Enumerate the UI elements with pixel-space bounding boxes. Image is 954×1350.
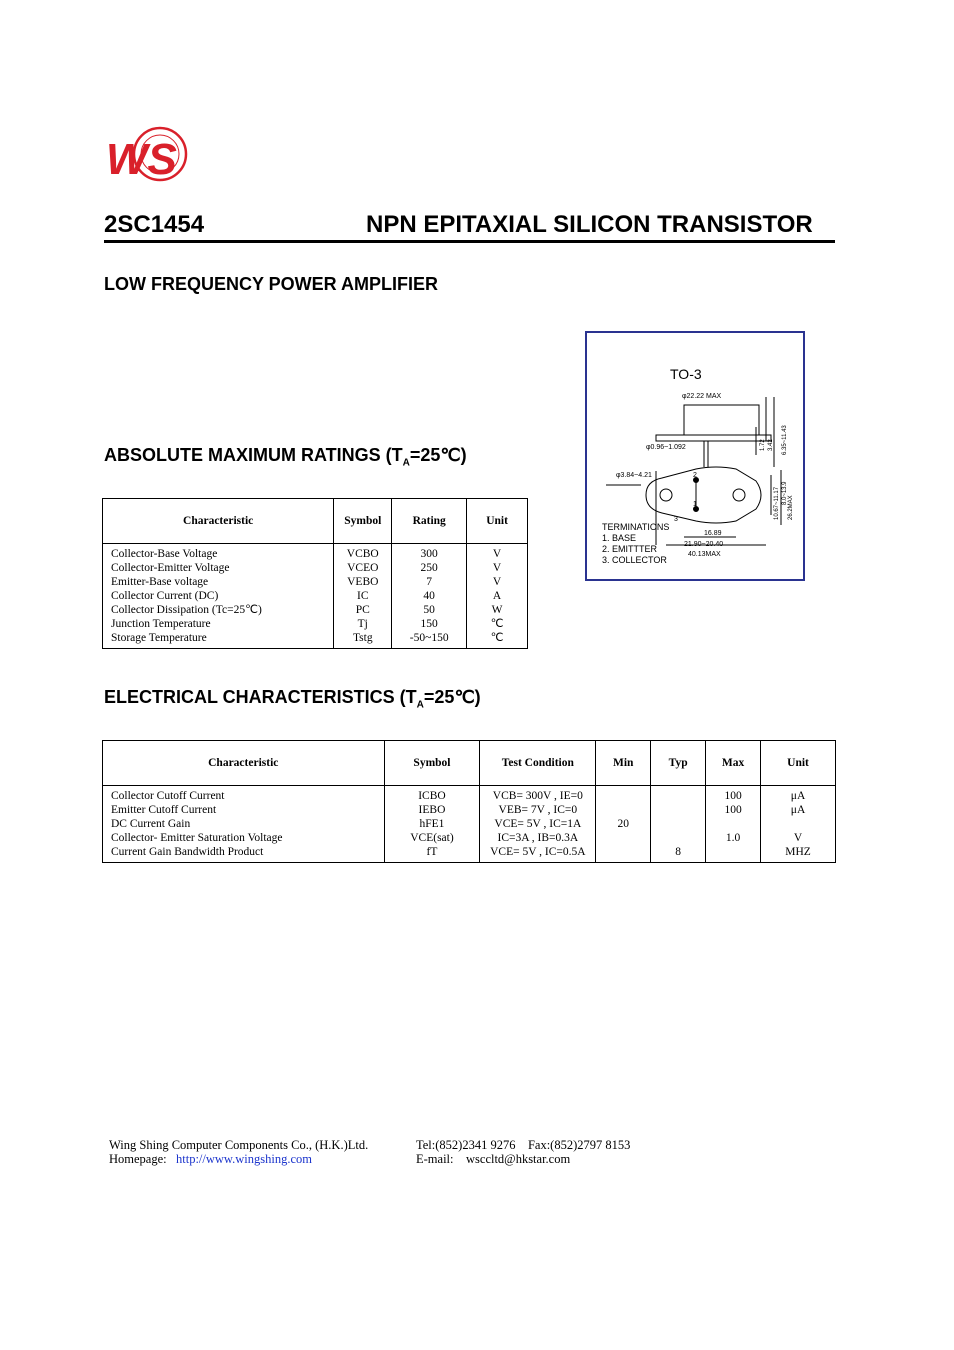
electrical-table [102,740,836,863]
electrical-heading [104,687,481,711]
homepage-link[interactable]: http://www.wingshing.com [176,1152,312,1166]
part-number: 2SC1454 [104,211,205,238]
package-drawing [596,385,796,570]
page-title: NPN EPITAXIAL SILICON TRANSISTOR [366,211,813,238]
table-cell: ICBO [384,786,480,804]
table-cell: 100 [706,786,761,804]
table-cell: Current Gain Bandwidth Product [103,845,385,863]
table-row [103,617,528,631]
table-row [103,603,528,617]
heading-subscript: A [402,457,410,469]
abs-max-heading [104,445,467,469]
table-cell: PC [334,603,392,617]
table-cell: Collector- Emitter Saturation Voltage [103,831,385,845]
col-header: Typ [651,741,706,786]
table-cell: Tj [334,617,392,631]
termination-item: 2. EMITTTER [602,544,658,554]
dim-label: 8.0~13.9 [782,481,788,505]
table-cell: VCE= 5V , IC=0.5A [480,845,596,863]
logo-text: WS [106,135,177,184]
table-cell: Collector Cutoff Current [103,786,385,804]
table-row [103,831,836,845]
table-cell: hFE1 [384,817,480,831]
email-label: E-mail: [416,1152,454,1166]
footer-company: Wing Shing Computer Components Co., (H.K.)Ltd. [109,1138,369,1152]
table-cell: Collector Current (DC) [103,589,334,603]
termination-item: 3. COLLECTOR [602,555,667,565]
termination-item: 1. BASE [602,533,637,543]
pin-label: 3 [674,516,678,523]
table-cell: -50~150 [392,631,467,649]
col-header: Characteristic [103,499,334,544]
homepage-label: Homepage: [109,1152,167,1166]
table-cell [596,845,651,863]
col-header: Test Condition [480,741,596,786]
subtitle: LOW FREQUENCY POWER AMPLIFIER [104,274,439,294]
table-cell: Collector Dissipation (Tc=25℃) [103,603,334,617]
table-row [103,589,528,603]
pin-label: 1 [693,501,697,508]
table-cell: V [467,561,528,575]
table-cell: Collector-Base Voltage [103,544,334,562]
table-cell: V [467,544,528,562]
table-cell: 250 [392,561,467,575]
dim-label: 21.90~20.40 [684,541,724,548]
heading-subscript: A [416,699,424,711]
table-row [103,803,836,817]
table-cell: VCEO [334,561,392,575]
table-cell [596,831,651,845]
dim-label: 1.72 [760,439,766,451]
email-address[interactable]: wsccltd@hkstar.com [466,1152,571,1166]
table-row [103,631,528,649]
table-row [103,544,528,562]
table-cell: VEB= 7V , IC=0 [480,803,596,817]
table-cell [596,803,651,817]
table-row [103,786,836,804]
table-cell: IC [334,589,392,603]
table-cell [596,786,651,804]
col-header: Rating [392,499,467,544]
table-cell: Collector-Emitter Voltage [103,561,334,575]
table-cell [706,845,761,863]
dim-label: φ22.22 MAX [682,393,722,400]
table-cell: 50 [392,603,467,617]
package-name: TO-3 [670,366,702,382]
table-cell: IEBO [384,803,480,817]
table-cell: ℃ [467,617,528,631]
table-row [103,817,836,831]
col-header: Unit [761,741,836,786]
table-cell: 100 [706,803,761,817]
heading-text: =25℃) [409,445,467,465]
table-row [103,845,836,863]
table-cell [651,803,706,817]
pin-label: 2 [693,472,697,479]
dim-label: φ3.84~4.21 [616,472,652,479]
heading-text: ELECTRICAL CHARACTERISTICS (T [104,687,417,707]
table-cell: Junction Temperature [103,617,334,631]
table-cell: 7 [392,575,467,589]
table-cell: Emitter-Base voltage [103,575,334,589]
table-cell: 8 [651,845,706,863]
table-cell [706,817,761,831]
table-cell: V [467,575,528,589]
dim-label: 10.67~11.17 [774,486,780,520]
table-cell: A [467,589,528,603]
table-cell: Storage Temperature [103,631,334,649]
col-header: Symbol [334,499,392,544]
col-header: Characteristic [103,741,385,786]
dim-label: φ0.96~1.092 [646,444,686,451]
table-cell: VCB= 300V , IE=0 [480,786,596,804]
table-cell: VCBO [334,544,392,562]
dim-label: 16.89 [704,530,722,537]
footer-homepage [109,1152,312,1167]
table-row [103,561,528,575]
table-cell: 40 [392,589,467,603]
table-cell [651,831,706,845]
table-cell: ℃ [467,631,528,649]
heading-text: ABSOLUTE MAXIMUM RATINGS (T [104,445,403,465]
table-cell: VCE(sat) [384,831,480,845]
table-cell [651,786,706,804]
table-cell: 1.0 [706,831,761,845]
title-rule [104,240,835,243]
table-cell: W [467,603,528,617]
abs-max-table [102,498,528,649]
table-cell: 20 [596,817,651,831]
table-cell: μA [761,803,836,817]
table-cell: V [761,831,836,845]
col-header: Max [706,741,761,786]
table-cell: 300 [392,544,467,562]
table-cell: Emitter Cutoff Current [103,803,385,817]
footer-tel-fax: Tel:(852)2341 9276 Fax:(852)2797 8153 [416,1138,631,1152]
table-cell [761,817,836,831]
table-row [103,575,528,589]
table-cell: μA [761,786,836,804]
table-cell: 150 [392,617,467,631]
table-cell: DC Current Gain [103,817,385,831]
heading-text: =25℃) [423,687,481,707]
col-header: Symbol [384,741,480,786]
dim-label: 6.35~11.43 [782,425,788,455]
dim-label: 40.13MAX [688,551,721,558]
table-cell: VCE= 5V , IC=1A [480,817,596,831]
table-cell: IC=3A , IB=0.3A [480,831,596,845]
table-cell: VEBO [334,575,392,589]
dim-label: 26.2MAX [788,495,794,520]
footer-email [416,1152,570,1167]
terminations-title: TERMINATIONS [602,522,670,532]
col-header: Unit [467,499,528,544]
table-cell [651,817,706,831]
dim-label: 3.42 [768,439,774,451]
company-logo [104,124,190,188]
table-cell: Tstg [334,631,392,649]
col-header: Min [596,741,651,786]
table-cell: fT [384,845,480,863]
table-cell: MHZ [761,845,836,863]
